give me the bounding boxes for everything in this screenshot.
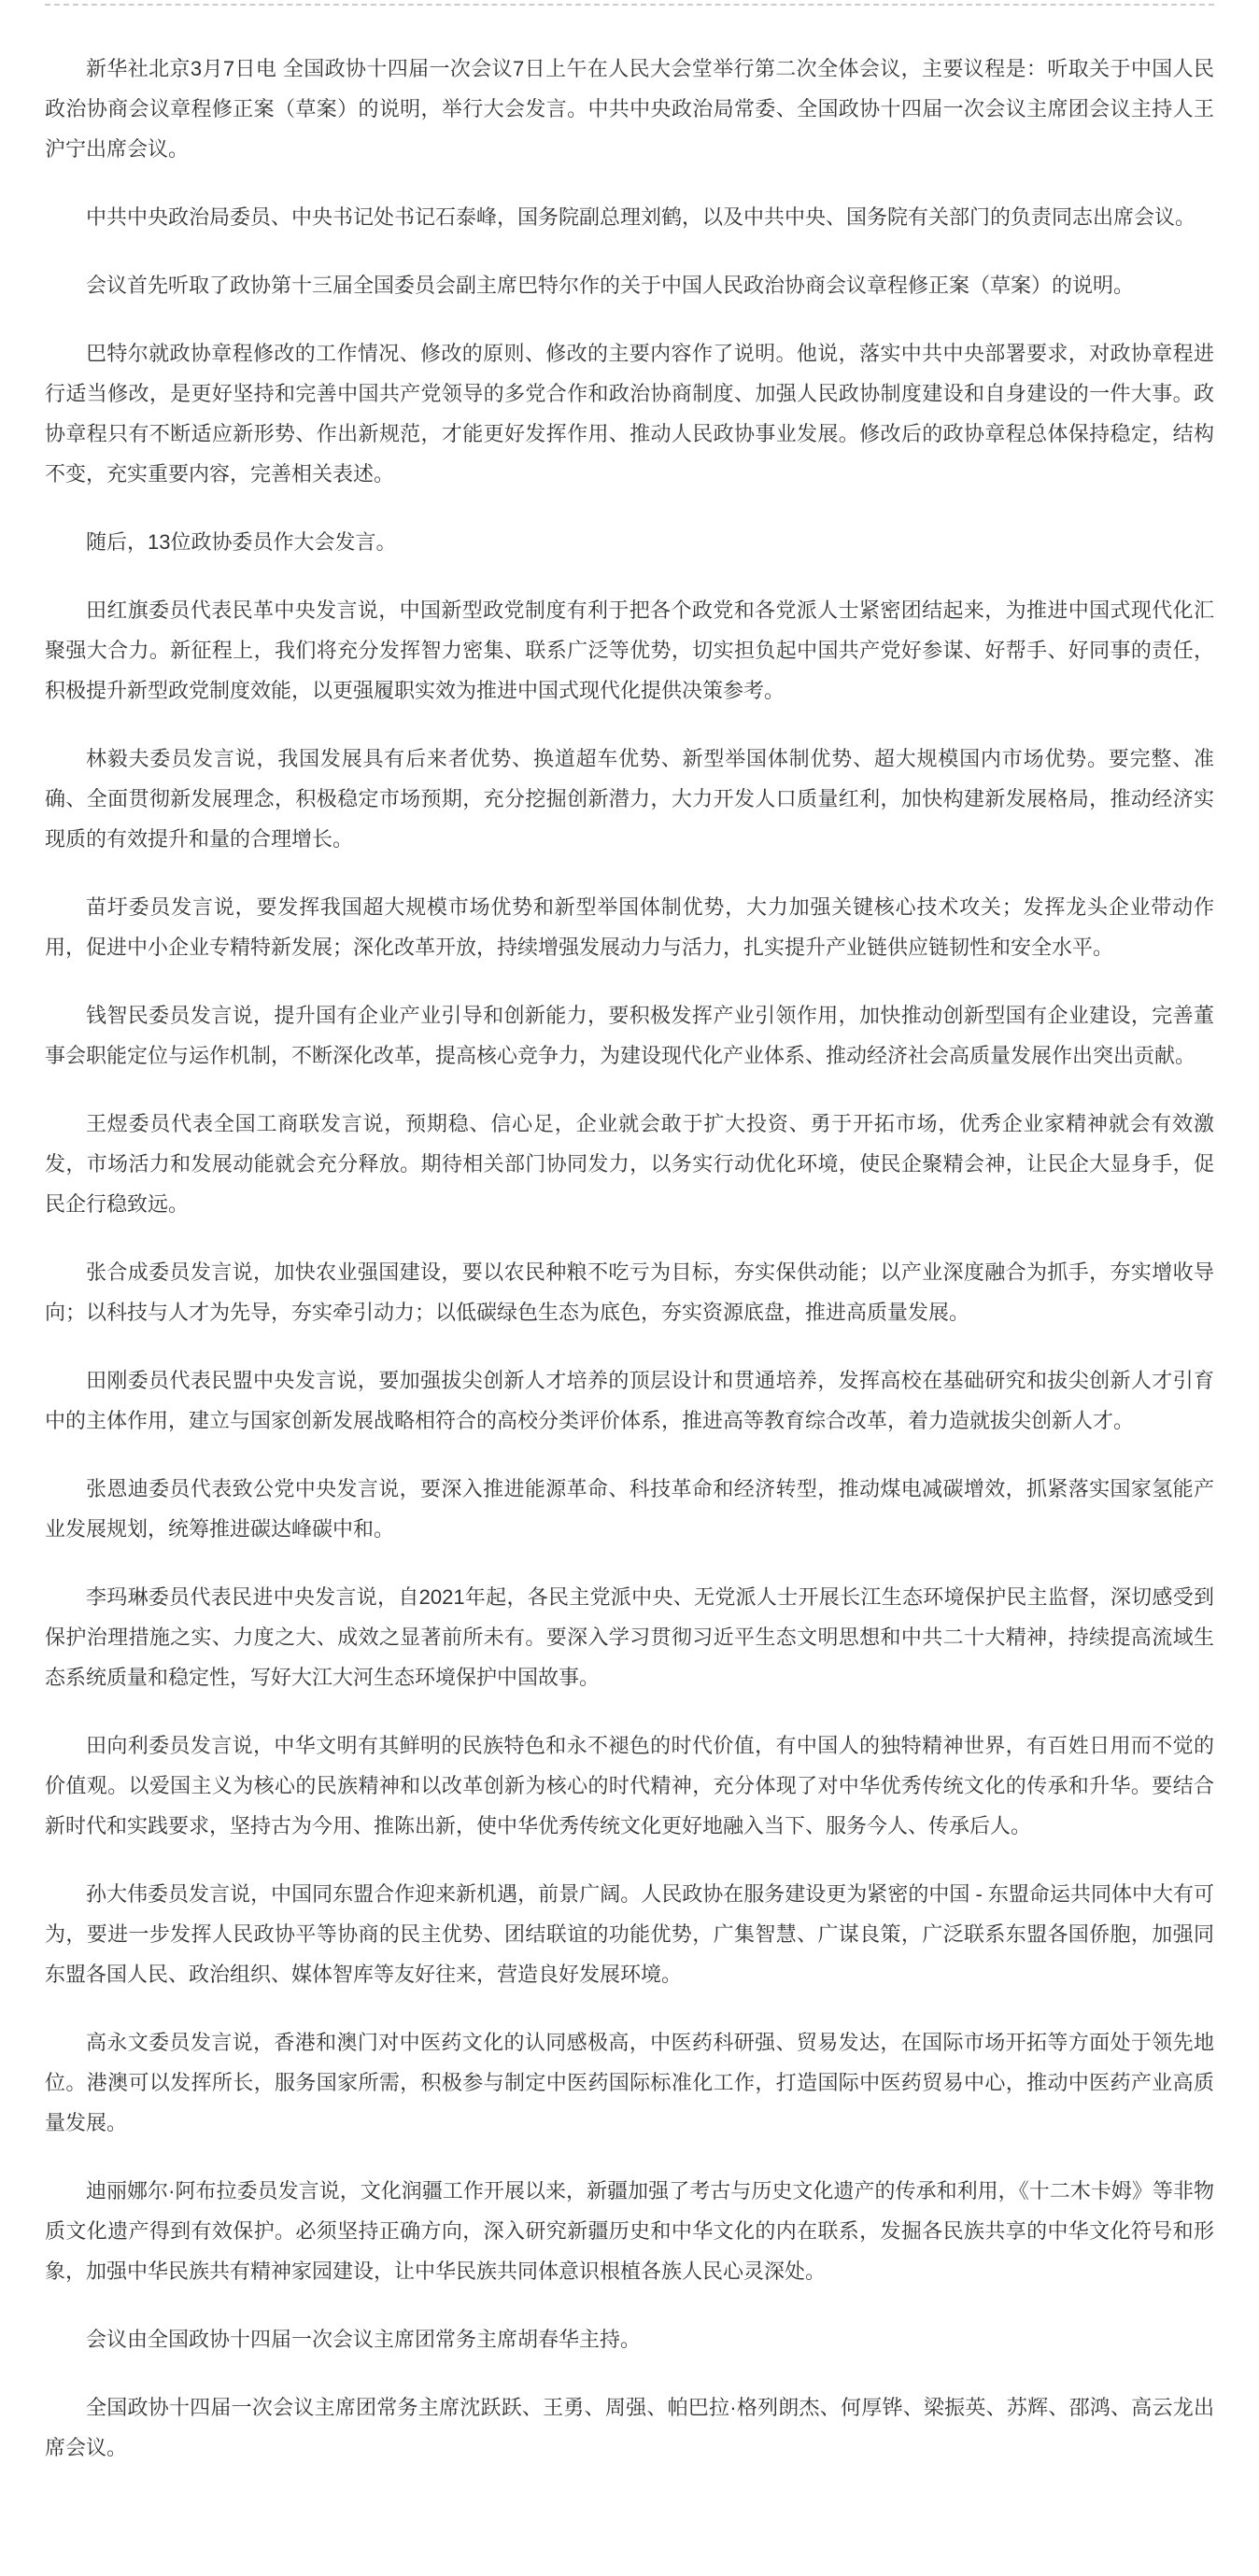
article-body [45, 6, 1214, 2496]
article-paragraph: 孙大伟委员发言说，中国同东盟合作迎来新机遇，前景广阔。人民政协在服务建设更为紧密的中国 - 东盟命运共同体中大有可为，要进一步发挥人民政协平等协商的民主优势、团结联谊的功能优势，广集智慧、广谋良策，广泛联系东盟各国侨胞，加强同东盟各国人民、政治组织、媒体智库等友好往来，营造良好发展环境。 [45, 1882, 1214, 1986]
article-paragraph: 苗圩委员发言说，要发挥我国超大规模市场优势和新型举国体制优势，大力加强关键核心技术攻关；发挥龙头企业带动作用，促进中小企业专精特新发展；深化改革开放，持续增强发展动力与活力，扎实提升产业链供应链韧性和安全水平。 [45, 895, 1214, 959]
news-article-page [45, 0, 1214, 2496]
article-paragraph: 田向利委员发言说，中华文明有其鲜明的民族特色和永不褪色的时代价值，有中国人的独特精神世界，有百姓日用而不觉的价值观。以爱国主义为核心的民族精神和以改革创新为核心的时代精神，充分体现了对中华优秀传统文化的传承和升华。要结合新时代和实践要求，坚持古为今用、推陈出新，使中华优秀传统文化更好地融入当下、服务今人、传承后人。 [45, 1734, 1214, 1837]
article-paragraph: 迪丽娜尔·阿布拉委员发言说，文化润疆工作开展以来，新疆加强了考古与历史文化遗产的传承和利用，《十二木卡姆》等非物质文化遗产得到有效保护。必须坚持正确方向，深入研究新疆历史和中华文化的内在联系，发掘各民族共享的中华文化符号和形象，加强中华民族共有精神家园建设，让中华民族共同体意识根植各族人民心灵深处。 [45, 2179, 1214, 2283]
article-paragraph-closing: 全国政协十四届一次会议主席团常务主席沈跃跃、王勇、周强、帕巴拉·格列朗杰、何厚铧、梁振英、苏辉、邵鸿、高云龙出席会议。 [45, 2396, 1214, 2459]
article-paragraph: 会议首先听取了政协第十三届全国委员会副主席巴特尔作的关于中国人民政治协商会议章程修正案（草案）的说明。 [86, 274, 1135, 297]
article-paragraph-lead: 新华社北京3月7日电 全国政协十四届一次会议7日上午在人民大会堂举行第二次全体会议，主要议程是：听取关于中国人民政治协商会议章程修正案（草案）的说明，举行大会发言。中共中央政治局常委、全国政协十四届一次会议主席团会议主持人王沪宁出席会议。 [45, 57, 1214, 161]
article-paragraph: 王煜委员代表全国工商联发言说，预期稳、信心足，企业就会敢于扩大投资、勇于开拓市场，优秀企业家精神就会有效激发，市场活力和发展动能就会充分释放。期待相关部门协同发力，以务实行动优化环境，使民企聚精会神，让民企大显身手，促民企行稳致远。 [45, 1112, 1214, 1216]
article-paragraph: 会议由全国政协十四届一次会议主席团常务主席胡春华主持。 [86, 2328, 642, 2351]
article-paragraph: 张合成委员发言说，加快农业强国建设，要以农民种粮不吃亏为目标，夯实保供动能；以产业深度融合为抓手，夯实增收导向；以科技与人才为先导，夯实牵引动力；以低碳绿色生态为底色，夯实资源底盘，推进高质量发展。 [45, 1260, 1214, 1324]
article-paragraph: 中共中央政治局委员、中央书记处书记石泰峰，国务院副总理刘鹤，以及中共中央、国务院有关部门的负责同志出席会议。 [86, 205, 1196, 229]
article-paragraph: 田红旗委员代表民革中央发言说，中国新型政党制度有利于把各个政党和各党派人士紧密团结起来，为推进中国式现代化汇聚强大合力。新征程上，我们将充分发挥智力密集、联系广泛等优势，切实担负起中国共产党好参谋、好帮手、好同事的责任，积极提升新型政党制度效能，以更强履职实效为推进中国式现代化提供决策参考。 [45, 598, 1214, 702]
article-paragraph: 李玛琳委员代表民进中央发言说，自2021年起，各民主党派中央、无党派人士开展长江生态环境保护民主监督，深切感受到保护治理措施之实、力度之大、成效之显著前所未有。要深入学习贯彻习近平生态文明思想和中共二十大精神，持续提高流域生态系统质量和稳定性，写好大江大河生态环境保护中国故事。 [45, 1585, 1214, 1689]
article-paragraph: 高永文委员发言说，香港和澳门对中医药文化的认同感极高，中医药科研强、贸易发达，在国际市场开拓等方面处于领先地位。港澳可以发挥所长，服务国家所需，积极参与制定中医药国际标准化工作，打造国际中医药贸易中心，推动中医药产业高质量发展。 [45, 2031, 1214, 2134]
article-paragraph: 随后，13位政协委员作大会发言。 [86, 530, 397, 554]
article-paragraph: 巴特尔就政协章程修改的工作情况、修改的原则、修改的主要内容作了说明。他说，落实中共中央部署要求，对政协章程进行适当修改，是更好坚持和完善中国共产党领导的多党合作和政治协商制度、加强人民政协制度建设和自身建设的一件大事。政协章程只有不断适应新形势、作出新规范，才能更好发挥作用、推动人民政协事业发展。修改后的政协章程总体保持稳定，结构不变，充实重要内容，完善相关表述。 [45, 342, 1214, 486]
article-paragraph: 田刚委员代表民盟中央发言说，要加强拔尖创新人才培养的顶层设计和贯通培养，发挥高校在基础研究和拔尖创新人才引育中的主体作用，建立与国家创新发展战略相符合的高校分类评价体系，推进高等教育综合改革，着力造就拔尖创新人才。 [45, 1369, 1214, 1432]
article-paragraph: 张恩迪委员代表致公党中央发言说，要深入推进能源革命、科技革命和经济转型，推动煤电减碳增效，抓紧落实国家氢能产业发展规划，统筹推进碳达峰碳中和。 [45, 1477, 1214, 1541]
article-paragraph: 林毅夫委员发言说，我国发展具有后来者优势、换道超车优势、新型举国体制优势、超大规模国内市场优势。要完整、准确、全面贯彻新发展理念，积极稳定市场预期，充分挖掘创新潜力，大力开发人口质量红利，加快构建新发展格局，推动经济实现质的有效提升和量的合理增长。 [45, 747, 1214, 851]
article-paragraph: 钱智民委员发言说，提升国有企业产业引导和创新能力，要积极发挥产业引领作用，加快推动创新型国有企业建设，完善董事会职能定位与运作机制，不断深化改革，提高核心竞争力，为建设现代化产业体系、推动经济社会高质量发展作出突出贡献。 [45, 1004, 1214, 1067]
